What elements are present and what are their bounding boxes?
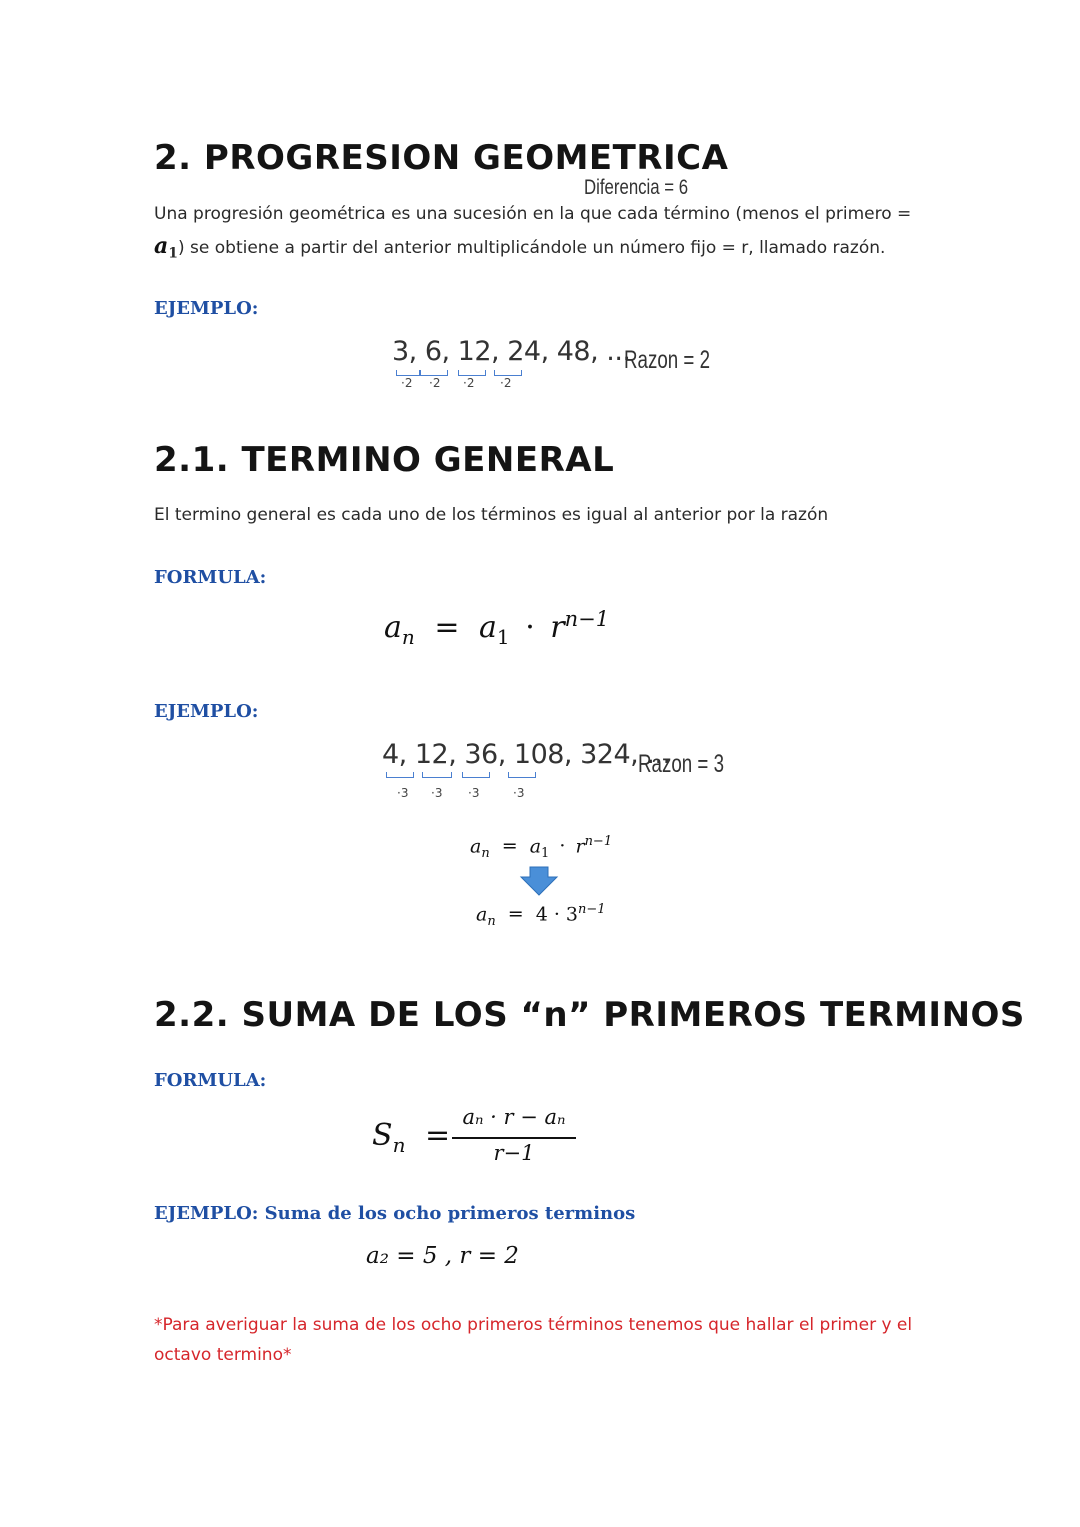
formula-label-1: FORMULA: [154, 567, 267, 588]
sum-note: *Para averiguar la suma de los ocho primeros términos tenemos que hallar el primer y el octavo termino* [154, 1315, 913, 1365]
dot-operator: · [559, 835, 566, 858]
example-label-2: EJEMPLO: [154, 701, 259, 722]
result-coefficient: 4 · 3 [535, 903, 579, 926]
definition-line-1: Una progresión geométrica es una sucesión en la que cada término (menos el primero = [154, 204, 912, 224]
example-label-3: EJEMPLO: Suma de los ocho primeros terminos [154, 1203, 636, 1224]
a-var: a [384, 610, 402, 645]
multiplier-label: ·3 [397, 786, 409, 800]
arrow-down-icon [519, 866, 559, 896]
a-var: a [529, 835, 542, 858]
sum-lhs [372, 1118, 450, 1157]
equals-sign: = [501, 835, 518, 858]
a-var: a [470, 835, 482, 858]
section-title-progresion-geometrica: 2. PROGRESION GEOMETRICA [154, 138, 729, 178]
equals-sign: = [425, 1118, 451, 1153]
n-sub: n [401, 625, 415, 649]
sequence-example-1: 3, 6, 12, 24, 48, ... [392, 336, 631, 367]
one-sub: 1 [541, 846, 550, 862]
formula-label-2: FORMULA: [154, 1070, 267, 1091]
s-var: S [372, 1118, 393, 1153]
n-sub: n [487, 914, 496, 930]
annotation-diferencia: Diferencia = 6 [584, 176, 689, 199]
exponent: n−1 [584, 834, 613, 849]
given-values: a₂ = 5 , r = 2 [366, 1243, 519, 1269]
multiplier-label: ·2 [401, 376, 413, 390]
definition-line-2-text: ) se obtiene a partir del anterior multiplicándole un número fijo = r, llamado razón. [178, 238, 886, 258]
worked-general-formula [470, 834, 612, 861]
fraction-bar [452, 1137, 576, 1139]
brace-3 [462, 772, 490, 778]
a-var: a [476, 903, 488, 926]
worked-result-formula [476, 902, 606, 929]
multiplier-label: ·3 [431, 786, 443, 800]
section-title-termino-general: 2.1. TERMINO GENERAL [154, 440, 615, 480]
n-sub: n [481, 846, 490, 862]
multiplier-label: ·2 [463, 376, 475, 390]
exponent: n−1 [564, 607, 610, 631]
n-sub: n [392, 1133, 406, 1157]
termino-general-description: El termino general es cada uno de los términos es igual al anterior por la razón [154, 505, 829, 525]
dot-operator: · [525, 610, 535, 645]
sum-denominator: r−1 [493, 1141, 535, 1165]
example-label-1: EJEMPLO: [154, 298, 259, 319]
exponent: n−1 [578, 902, 606, 917]
general-term-formula [384, 607, 609, 649]
ratio-note-2: Razon = 3 [638, 750, 725, 778]
sum-numerator: aₙ · r − aₙ [462, 1105, 566, 1129]
a1-subscript: 1 [168, 245, 179, 262]
multiplier-label: ·2 [500, 376, 512, 390]
brace-1 [386, 772, 414, 778]
multiplier-label: ·3 [513, 786, 525, 800]
equals-sign: = [507, 903, 524, 926]
a1-symbol: a [154, 233, 169, 259]
multiplier-label: ·3 [468, 786, 480, 800]
a-var: a [479, 610, 497, 645]
one-sub: 1 [496, 625, 510, 649]
definition-line-2 [154, 230, 885, 269]
brace-4 [508, 772, 536, 778]
equals-sign: = [434, 610, 460, 645]
section-title-suma: 2.2. SUMA DE LOS “n” PRIMEROS TERMINOS [154, 995, 1025, 1035]
multiplier-label: ·2 [429, 376, 441, 390]
sequence-example-2: 4, 12, 36, 108, 324, ... [382, 739, 671, 770]
r-var: r [575, 835, 585, 858]
brace-2 [422, 772, 452, 778]
ratio-note-1: Razon = 2 [624, 346, 711, 374]
r-var: r [550, 610, 565, 645]
